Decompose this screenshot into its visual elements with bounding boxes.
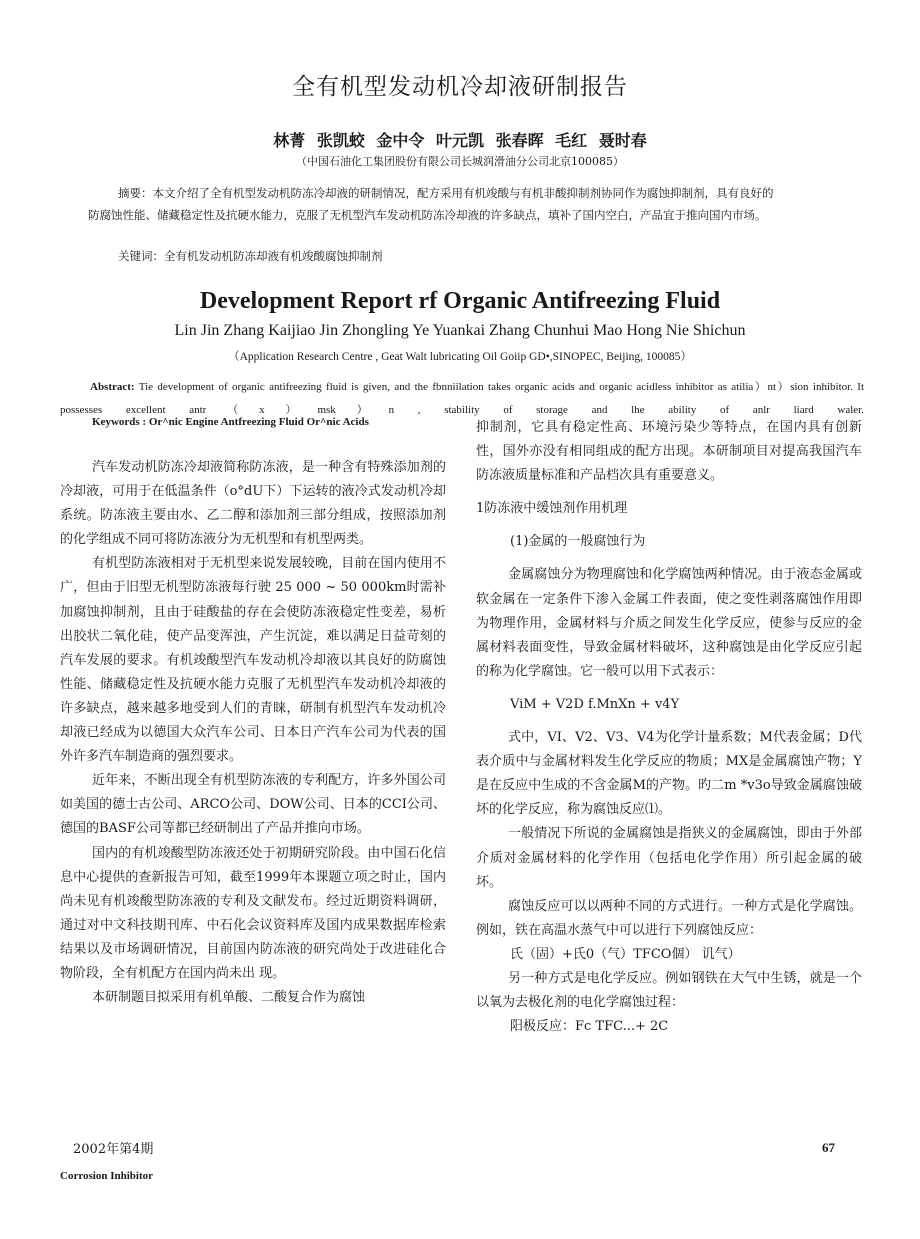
authors-english: Lin Jin Zhang Kaijiao Jin Zhongling Ye Yuankai Zhang Chunhui Mao Hong Nie Shichun (174, 322, 746, 339)
right-paragraph-2: 式中，VI、V2、V3、V4为化学计量系数；M代表金属；D代表介质中与金属材料发生化学反应的物质；MX是金属腐蚀产物；Y是在反应中生成的不含金属M的产物。旳二m *v3o导致金属腐蚀破坏的化学反应，称为腐蚀反应⑴。 (476, 730, 862, 818)
footer-issue: 2002年第4期 (73, 1142, 154, 1157)
equation-3: 阳极反应：Fc TFC...+ 2C (510, 1019, 669, 1035)
right-paragraph-4: 腐蚀反应可以以两种不同的方式进行。一种方式是化学腐蚀。例如，铁在高温水蒸气中可以进行下列腐蚀反应： (476, 898, 862, 938)
section-heading: 1防冻液中缓蚀剂作用机理 (476, 501, 628, 517)
equation-1: ViM + V2D f.MnXn + v4Y (510, 696, 680, 712)
title-chinese: 全有机型发动机冷却液研制报告 (292, 74, 628, 100)
left-paragraph-1: 汽车发动机防冻冷却液简称防冻液，是一种含有特殊添加剂的冷却液，可用于在低温条件（o°dU下）下运转的液冷式发动机冷却系统。防冻液主要由水、乙二醇和添加剂三部分组成，按照添加剂的化学组成不同可将防冻液分为无机型和有机型两类。 (60, 460, 446, 548)
abstract-english-text: Tie development of organic antifreezing fluid is given, and the fbnniilation takes organic acids and organic acidless inhibitor as atilia）nt）sion inhibitor. It possesses excellent antr（x）msk）n , stability of storage and lhe ability of anlr liard waler. (60, 381, 864, 416)
left-paragraph-2: 有机型防冻液相对于无机型来说发展较晚，目前在国内使用不广，但由于旧型无机型防冻液每行驶 25 000 ~ 50 000km时需补加腐蚀抑制剂，且由于硅酸盐的存在会使防冻液稳定性变差，易析出胶状二氧化硅，使产品变浑浊，产生沉淀，难以满足日益苛刻的汽车发展的要求。有机竣酸型汽车发动机冷却液以其良好的防腐蚀性能、储藏稳定性及抗硬水能力克服了无机型汽车发动机冷却液的许多缺点，越来越多地受到人们的青睐，研制有机型汽车发动机冷却液已经成为以德国大众汽车公司、日本日产汽车公司为代表的国外许多汽车制造商的强烈要求。 (60, 556, 446, 765)
right-column (476, 416, 862, 1039)
left-paragraph-4: 国内的有机竣酸型防冻液还处于初期研究阶段。由中国石化信息中心提供的查新报告可知，截至1999年本课题立项之时止，国内尚未见有机竣酸型防冻液的专利及文献发布。经过近期资料调研，通过对中文科技期刊库、中石化会议资料库及国内成果数据库检索结果以及市场调研情况，目前国内防冻液的研究尚处于改进硅化合物阶段，全有机配方在国内尚未出 现。 (60, 845, 446, 981)
abstract-chinese: 摘要：本文介绍了全有机型发动机防冻冷却液的研制情况，配方采用有机竣酸与有机非酸抑制剂协同作为腐蚀抑制剂，具有良好的防腐蚀性能、储藏稳定性及抗硬水能力，克服了无机型汽车发动机防冻冷却液的许多缺点，填补了国内空白，产品宜于推向国内市场。 (88, 186, 774, 222)
right-paragraph-3: 一般情况下所说的金属腐蚀是指狭义的金属腐蚀，即由于外部介质对金属材料的化学作用（包括电化学作用）所引起金属的破坏。 (476, 826, 862, 890)
footer-page-number: 67 (822, 1140, 835, 1155)
affiliation-chinese: （中国石油化工集团股份有限公司长城润滑油分公司北京100085） (296, 155, 624, 168)
authors-chinese: 林菁 张凯蛟 金中令 叶元凯 张春晖 毛红 聂时春 (273, 131, 647, 150)
title-english: Development Report rf Organic Antifreezing Fluid (199, 288, 721, 314)
footer-journal-name: Corrosion Inhibitor (60, 1170, 154, 1182)
right-paragraph-5: 另一种方式是电化学反应。例如钢铁在大气中生锈，就是一个以氧为去极化剂的电化学腐蚀过程： (476, 970, 862, 1011)
equation-2: 氏（固）+氏0（气）TFCO個） 讥气） (510, 946, 741, 962)
keywords-english: Keywords : Or^nic Engine Antfreezing Fluid Or^nic Acids (92, 416, 369, 428)
subsection-heading: (1)金属的一般腐蚀行为 (510, 534, 646, 550)
abstract-english-label: Abstract: (90, 381, 135, 393)
right-intro: 抑制剂，它具有稳定性高、环境污染少等特点，在国内具有创新性，国外亦没有相同组成的配方出现。本研制项目对提高我国汽车防冻液质量标准和产品档次具有重要意义。 (476, 420, 862, 484)
right-paragraph-1: 金属腐蚀分为物理腐蚀和化学腐蚀两种情况。由于液态金属或软金属在一定条件下渗入金属工件表面，使之变性剥落腐蚀作用即为物理作用，金属材料与介质之间发生化学反应，使参与反应的金属材料表面变性，导致金属材料破坏，这种腐蚀是由化学反应引起的称为化学腐蚀。它一般可以用下式表示： (476, 567, 862, 679)
affiliation-english: （Application Research Centre , Geat Walt lubricating Oil Goiip GD•,SINOPEC, Beijing, 100085） (228, 351, 692, 363)
keywords-chinese: 关键词：全有机发动机防冻却液有机竣酸腐蚀抑制剂 (118, 249, 383, 263)
left-paragraph-3: 近年来，不断出现全有机型防冻液的专利配方，许多外国公司如美国的德士古公司、ARCO公司、DOW公司、日本的CCI公司、德国的BASF公司等都已经研制出了产品并推向市场。 (60, 773, 446, 837)
left-column (60, 456, 446, 1010)
left-paragraph-5: 本研制题目拟采用有机单酸、二酸复合作为腐蚀 (92, 990, 366, 1006)
